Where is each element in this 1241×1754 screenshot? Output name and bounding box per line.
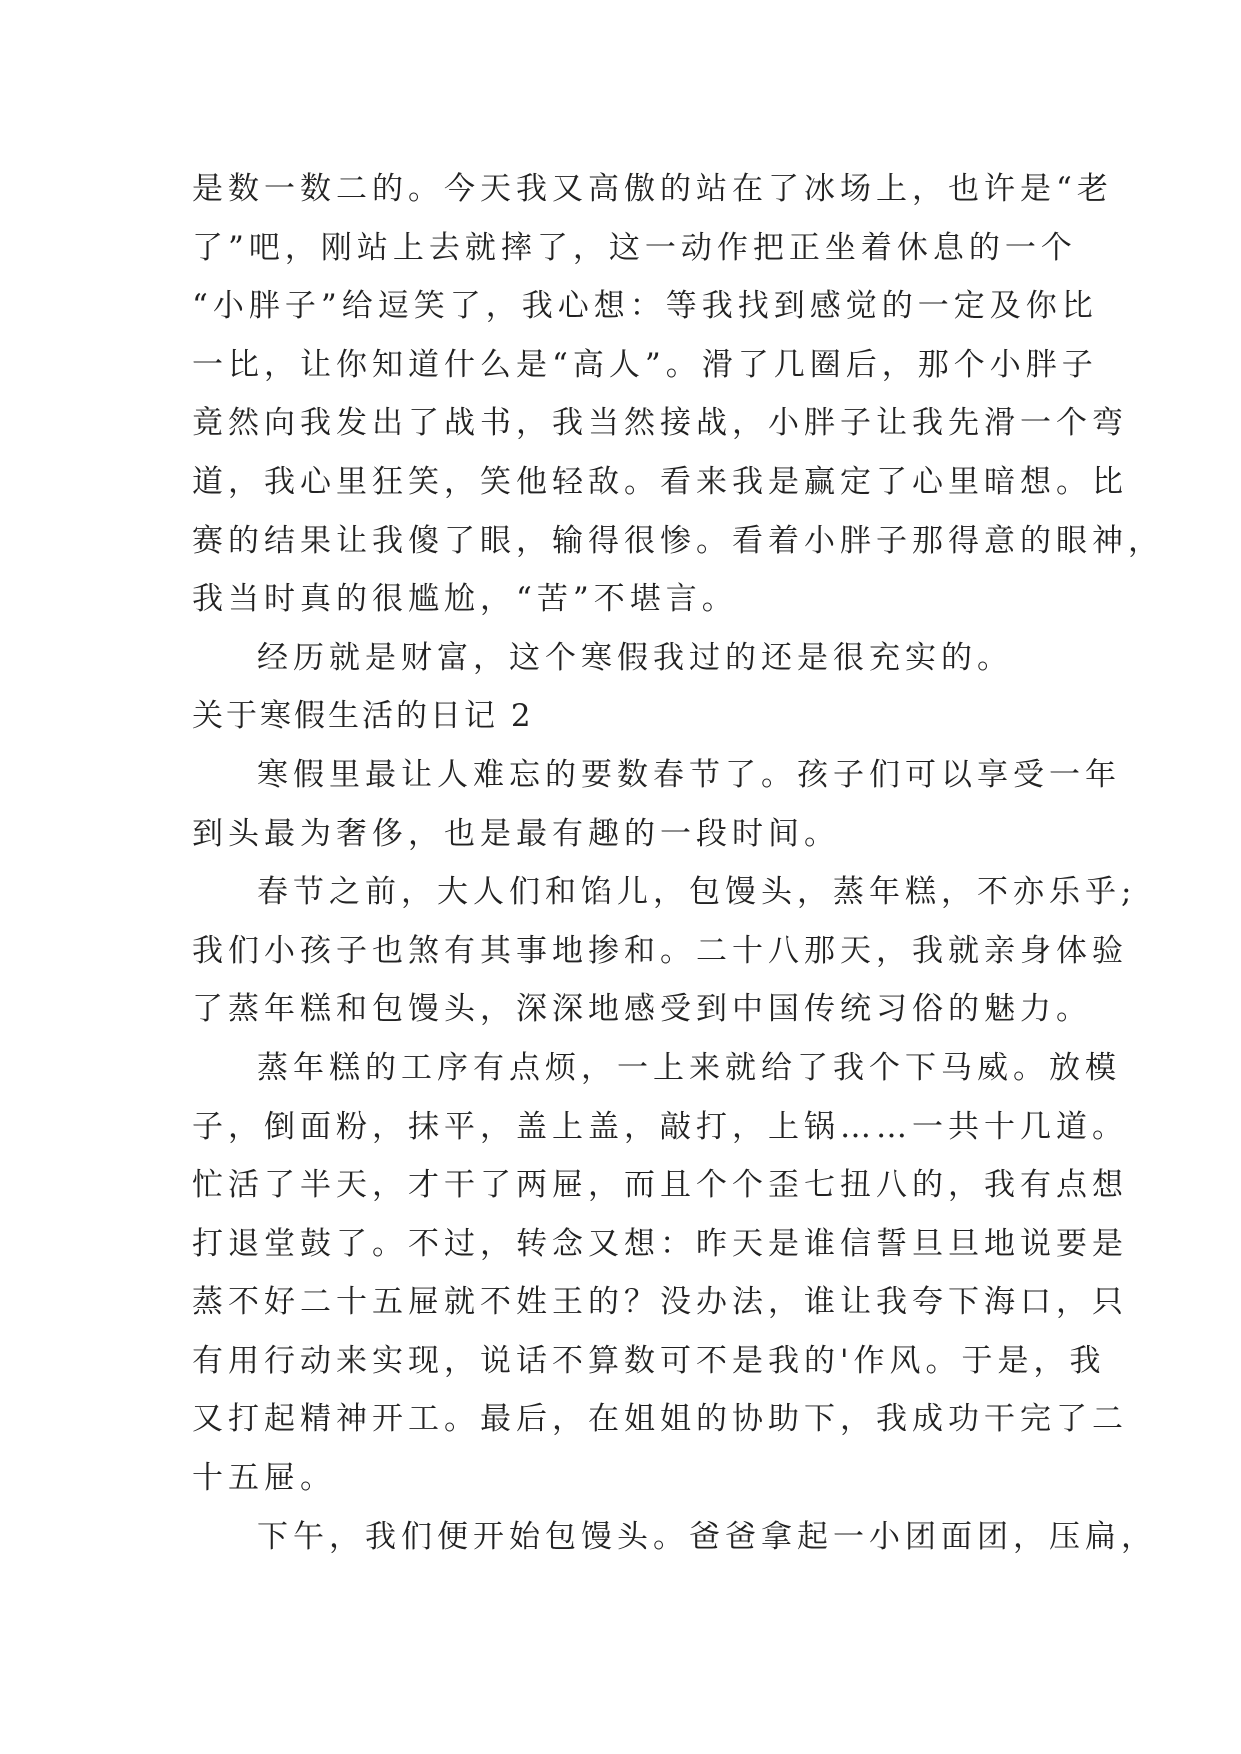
paragraph-first-line: 春节之前，大人们和馅儿，包馒头，蒸年糕，不亦乐乎; [257, 874, 1137, 911]
paragraph-first-line: 经历就是财富，这个寒假我过的还是很充实的。 [257, 639, 1013, 676]
text-line: 是数一数二的。今天我又高傲的站在了冰场上，也许是“老 [192, 171, 1113, 207]
document-body [192, 160, 1164, 1566]
text-line: 子，倒面粉，抹平，盖上盖，敲打，上锅……一共十几道。 [192, 1108, 1128, 1145]
paragraph-first-line: 蒸年糕的工序有点烦，一上来就给了我个下马威。放模 [257, 1049, 1121, 1086]
text-line: “小胖子”给逗笑了，我心想：等我找到感觉的一定及你比 [192, 288, 1098, 325]
paragraph-first-line: 寒假里最让人难忘的要数春节了。孩子们可以享受一年 [257, 756, 1121, 793]
text-line: 赛的结果让我傻了眼，输得很惨。看着小胖子那得意的眼神， [192, 522, 1164, 559]
text-line: 道，我心里狂笑，笑他轻敌。看来我是赢定了心里暗想。比 [192, 463, 1128, 500]
text-line: 一比，让你知道什么是“高人”。滑了几圈后，那个小胖子 [192, 346, 1098, 383]
text-line: 了”吧，刚站上去就摔了，这一动作把正坐着休息的一个 [192, 229, 1077, 266]
text-line: 蒸不好二十五屉就不姓王的？没办法，谁让我夸下海口，只 [192, 1284, 1128, 1321]
text-line: 忙活了半天，才干了两屉，而且个个歪七扭八的，我有点想 [192, 1167, 1128, 1204]
text-line: 打退堂鼓了。不过，转念又想：昨天是谁信誓旦旦地说要是 [192, 1225, 1128, 1262]
text-line: 有用行动来实现，说话不算数可不是我的'作风。于是，我 [192, 1342, 1106, 1379]
section-heading: 关于寒假生活的日记 2 [192, 698, 534, 735]
text-line: 又打起精神开工。最后，在姐姐的协助下，我成功干完了二 [192, 1401, 1128, 1438]
paragraph-first-line: 下午，我们便开始包馒头。爸爸拿起一小团面团，压扁， [257, 1518, 1157, 1555]
text-line: 竟然向我发出了战书，我当然接战，小胖子让我先滑一个弯 [192, 405, 1128, 442]
text-line: 了蒸年糕和包馒头，深深地感受到中国传统习俗的魅力。 [192, 991, 1092, 1028]
text-line: 我当时真的很尴尬，“苦”不堪言。 [192, 581, 738, 618]
text-line: 我们小孩子也煞有其事地掺和。二十八那天，我就亲身体验 [192, 932, 1128, 969]
text-line: 到头最为奢侈，也是最有趣的一段时间。 [192, 815, 840, 852]
text-line: 十五屉。 [192, 1460, 336, 1497]
